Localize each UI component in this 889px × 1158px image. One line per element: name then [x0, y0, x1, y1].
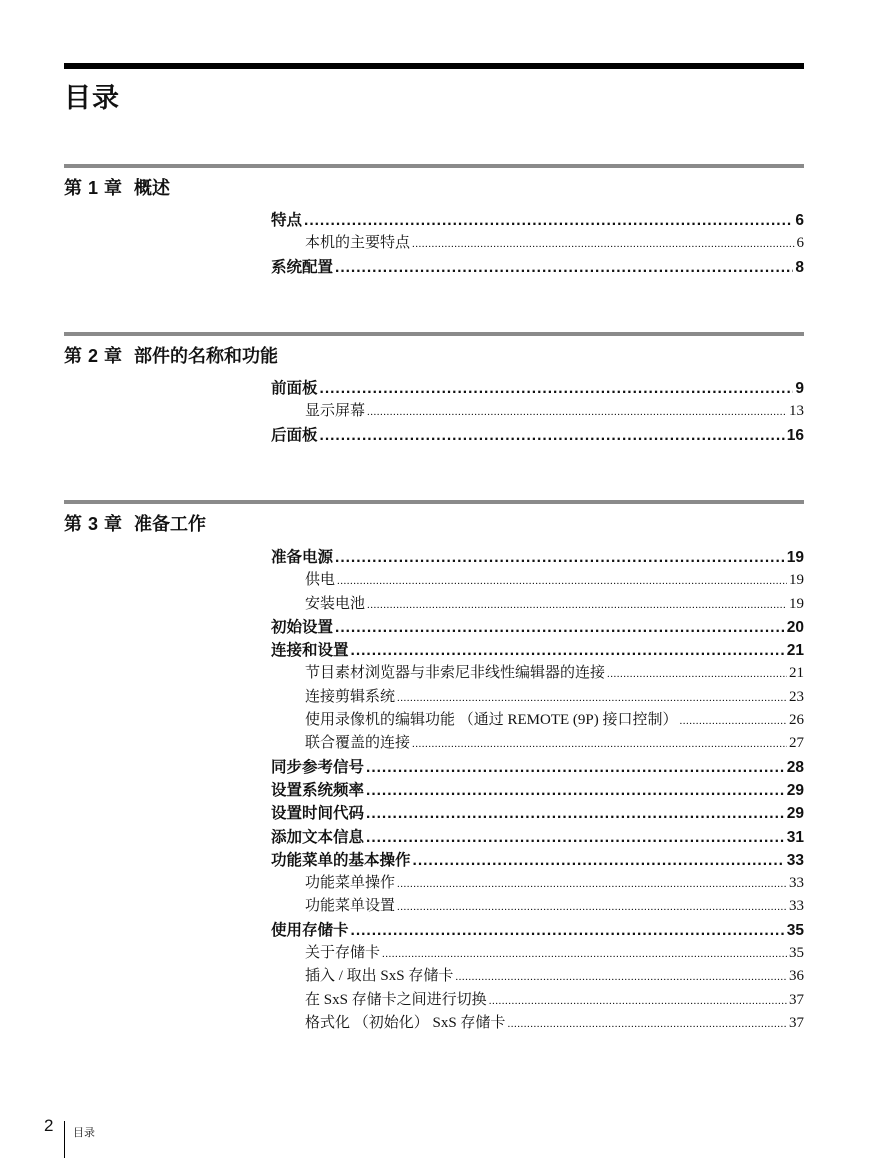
- toc-entry-page: 33: [786, 851, 804, 869]
- chapter-2-entries: [271, 376, 804, 446]
- toc-entry[interactable]: [271, 801, 804, 824]
- toc-entry-page: 35: [786, 921, 804, 939]
- toc-entry[interactable]: [271, 255, 804, 278]
- toc-entry[interactable]: [271, 231, 804, 254]
- toc-entry-page: 16: [786, 426, 804, 444]
- chapter-rule: [64, 332, 804, 336]
- toc-entry[interactable]: [271, 568, 804, 591]
- toc-entry[interactable]: [271, 423, 804, 446]
- chapter-3-entries: [271, 545, 804, 1034]
- toc-entry-page: 6: [795, 212, 804, 229]
- chapter-prefix: 第: [64, 514, 82, 534]
- chapter-number: 1: [88, 178, 99, 198]
- toc-entry-label: 在 SxS 存储卡之间进行切换: [305, 991, 487, 1008]
- chapter-suffix: 章: [104, 346, 123, 366]
- toc-entry[interactable]: [271, 399, 804, 422]
- chapter-name: 概述: [134, 178, 171, 198]
- chapter-rule: [64, 164, 804, 168]
- chapter-title: [64, 174, 804, 200]
- chapter-1-header: [64, 164, 804, 200]
- toc-entry-label: 后面板: [271, 426, 318, 444]
- toc-leader-dots: [304, 212, 793, 230]
- toc-entry[interactable]: [271, 871, 804, 894]
- toc-entry-page: 33: [789, 898, 804, 915]
- toc-entry-page: 20: [786, 618, 804, 636]
- chapter-name: 准备工作: [134, 514, 207, 534]
- toc-leader-dots: [337, 572, 787, 589]
- toc-leader-dots: [680, 712, 788, 729]
- toc-entry[interactable]: [271, 685, 804, 708]
- footer-page-number: 2: [44, 1116, 54, 1135]
- toc-entry-page: 29: [786, 781, 804, 799]
- toc-leader-dots: [382, 945, 787, 962]
- toc-entry-page: 21: [786, 642, 804, 660]
- toc-leader-dots: [412, 735, 787, 752]
- toc-leader-dots: [507, 1015, 787, 1032]
- toc-entry-page: 35: [789, 945, 804, 962]
- toc-leader-dots: [367, 596, 787, 613]
- toc-entry[interactable]: [271, 376, 804, 399]
- chapter-number: 3: [88, 514, 99, 534]
- chapter-1-entries: [271, 208, 804, 278]
- toc-leader-dots: [412, 235, 794, 252]
- toc-entry[interactable]: [271, 592, 804, 615]
- toc-entry-page: 9: [795, 380, 804, 397]
- toc-leader-dots: [335, 259, 793, 277]
- toc-leader-dots: [335, 549, 785, 567]
- toc-entry-label: 连接和设置: [271, 642, 349, 660]
- toc-entry-page: 33: [789, 875, 804, 892]
- chapter-suffix: 章: [104, 514, 123, 534]
- toc-entry-label: 插入 / 取出 SxS 存储卡: [305, 968, 454, 985]
- toc-entry-page: 19: [789, 572, 804, 589]
- toc-entry-page: 31: [786, 828, 804, 846]
- chapter-title: [64, 342, 804, 368]
- toc-entry-label: 设置时间代码: [271, 805, 365, 823]
- toc-entry-page: 37: [789, 1014, 804, 1031]
- toc-entry-page: 27: [789, 735, 804, 752]
- toc-entry-label: 连接剪辑系统: [305, 688, 396, 705]
- toc-entry-label: 前面板: [271, 380, 318, 397]
- toc-leader-dots: [351, 642, 785, 660]
- chapter-number: 2: [88, 346, 99, 366]
- toc-entry-page: 37: [789, 991, 804, 1008]
- toc-entry-label: 功能菜单设置: [305, 898, 396, 915]
- toc-entry-label: 显示屏幕: [305, 403, 366, 420]
- toc-entry-page: 21: [789, 665, 804, 682]
- footer-divider: [64, 1121, 65, 1158]
- toc-entry[interactable]: [271, 661, 804, 684]
- toc-entry-page: 13: [789, 403, 804, 420]
- toc-entry-label: 初始设置: [271, 618, 334, 636]
- toc-entry-page: 19: [789, 595, 804, 612]
- toc-entry-page: 28: [786, 758, 804, 776]
- toc-leader-dots: [397, 898, 787, 915]
- toc-entry-label: 功能菜单操作: [305, 875, 396, 892]
- toc-leader-dots: [366, 805, 785, 823]
- toc-entry-label: 节目素材浏览器与非索尼非线性编辑器的连接: [305, 665, 606, 682]
- toc-entry-label: 功能菜单的基本操作: [271, 851, 411, 869]
- chapter-prefix: 第: [64, 346, 82, 366]
- toc-entry[interactable]: [271, 615, 804, 638]
- toc-entry[interactable]: [271, 941, 804, 964]
- toc-entry[interactable]: [271, 731, 804, 754]
- toc-entry[interactable]: [271, 848, 804, 871]
- toc-leader-dots: [320, 380, 794, 398]
- toc-entry[interactable]: [271, 825, 804, 848]
- toc-leader-dots: [366, 782, 785, 800]
- footer-section-label: 目录: [73, 1127, 95, 1139]
- toc-entry-page: 29: [786, 805, 804, 823]
- toc-entry-page: 19: [786, 549, 804, 566]
- toc-leader-dots: [489, 992, 787, 1009]
- toc-entry[interactable]: [271, 208, 804, 231]
- toc-entry-page: 23: [789, 688, 804, 705]
- toc-leader-dots: [607, 665, 787, 682]
- toc-leader-dots: [397, 689, 787, 706]
- toc-entry[interactable]: [271, 918, 804, 941]
- toc-entry[interactable]: [271, 964, 804, 987]
- toc-entry-label: 供电: [305, 572, 336, 589]
- chapter-prefix: 第: [64, 178, 82, 198]
- toc-entry-label: 本机的主要特点: [305, 235, 411, 252]
- chapter-rule: [64, 500, 804, 504]
- toc-leader-dots: [367, 403, 787, 420]
- chapter-name: 部件的名称和功能: [134, 346, 279, 366]
- toc-entry-label: 使用录像机的编辑功能 （通过 REMOTE (9P) 接口控制）: [305, 712, 678, 729]
- toc-entry-label: 准备电源: [271, 549, 334, 566]
- toc-entry-page: 8: [795, 258, 804, 276]
- toc-leader-dots: [335, 619, 785, 637]
- page-title: 目录: [64, 83, 120, 113]
- chapter-title: [64, 510, 804, 536]
- toc-leader-dots: [320, 427, 785, 445]
- toc-entry[interactable]: [271, 778, 804, 801]
- chapter-2-header: [64, 332, 804, 368]
- toc-entry-label: 特点: [271, 212, 303, 229]
- toc-entry-label: 关于存储卡: [305, 945, 381, 962]
- chapter-suffix: 章: [104, 178, 123, 198]
- chapter-3-header: [64, 500, 804, 536]
- toc-entry-label: 使用存储卡: [271, 921, 349, 939]
- toc-entry[interactable]: [271, 708, 804, 731]
- toc-entry[interactable]: [271, 638, 804, 661]
- toc-leader-dots: [455, 968, 787, 985]
- toc-entry[interactable]: [271, 988, 804, 1011]
- toc-entry-label: 添加文本信息: [271, 828, 365, 846]
- toc-entry-label: 安装电池: [305, 595, 366, 612]
- toc-entry-label: 格式化 （初始化） SxS 存储卡: [305, 1014, 506, 1031]
- toc-leader-dots: [366, 829, 785, 847]
- toc-entry-label: 联合覆盖的连接: [305, 735, 411, 752]
- toc-leader-dots: [413, 852, 785, 870]
- toc-entry-label: 系统配置: [271, 258, 334, 276]
- toc-entry-page: 6: [796, 235, 804, 252]
- toc-entry[interactable]: [271, 755, 804, 778]
- toc-entry-label: 设置系统频率: [271, 781, 365, 799]
- toc-leader-dots: [366, 759, 785, 777]
- toc-entry[interactable]: [271, 894, 804, 917]
- toc-entry-page: 26: [789, 712, 804, 729]
- toc-entry[interactable]: [271, 545, 804, 568]
- toc-leader-dots: [351, 922, 785, 940]
- top-rule: [64, 63, 804, 69]
- toc-leader-dots: [397, 875, 787, 892]
- toc-entry[interactable]: [271, 1011, 804, 1034]
- toc-entry-page: 36: [789, 968, 804, 985]
- toc-entry-label: 同步参考信号: [271, 758, 365, 776]
